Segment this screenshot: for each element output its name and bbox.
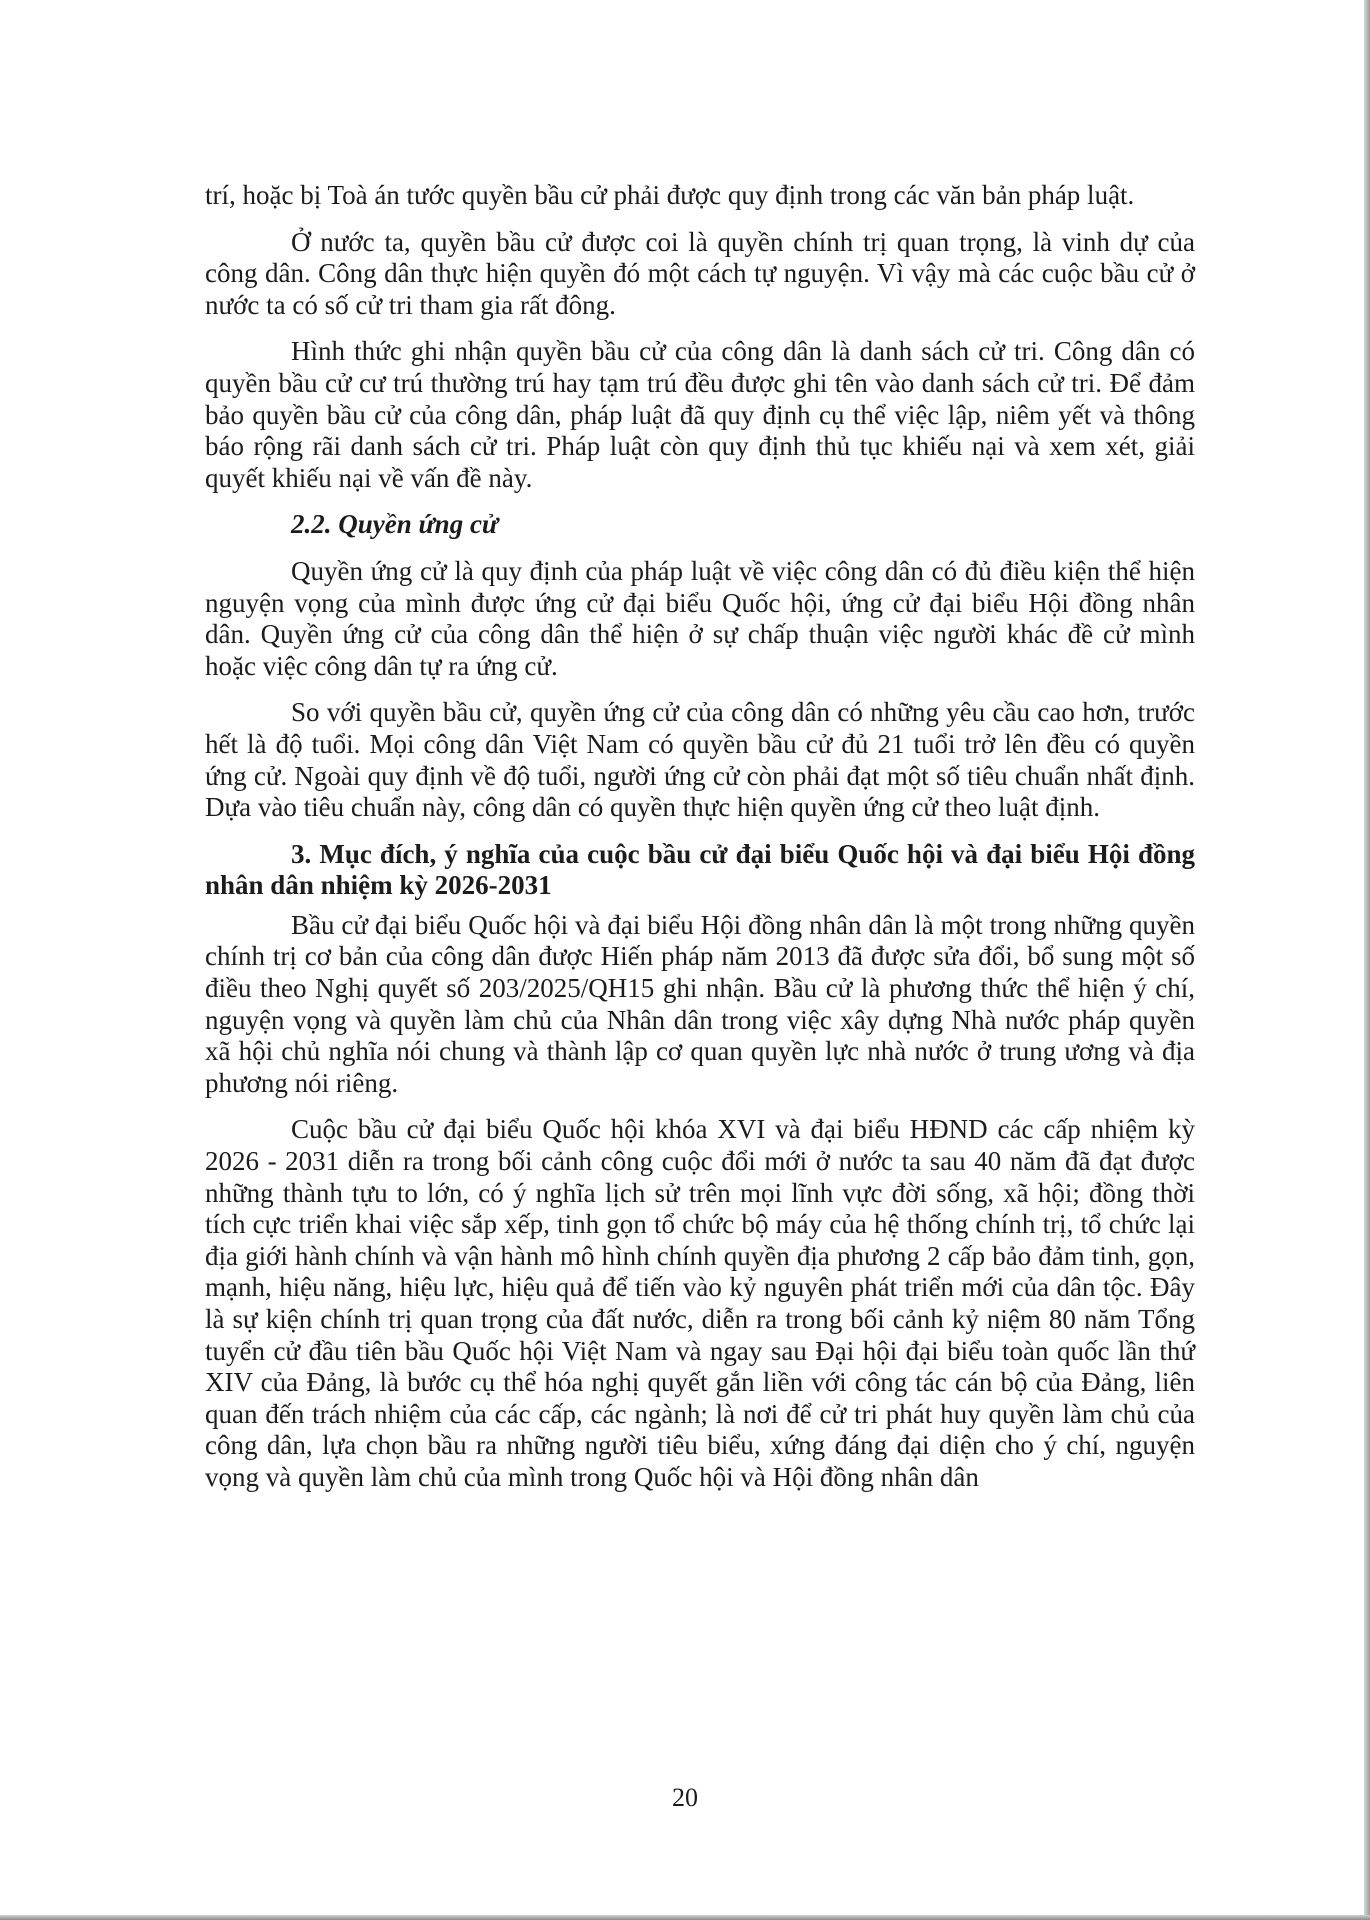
- section-heading-purpose: 3. Mục đích, ý nghĩa của cuộc bầu cử đại biểu Quốc hội và đại biểu Hội đồng nhân dân nhiệm kỳ 2026-2031: [205, 838, 1195, 901]
- paragraph-continuation: trí, hoặc bị Toà án tước quyền bầu cử phải được quy định trong các văn bản pháp luật.: [205, 180, 1135, 210]
- paragraph-election-context: Cuộc bầu cử đại biểu Quốc hội khóa XVI và đại biểu HĐND các cấp nhiệm kỳ 2026 - 2031 diễn ra trong bối cảnh công cuộc đổi mới ở nước ta sau 40 năm đã đạt được những thành tựu to lớn, có ý nghĩa lịch sử trên mọi lĩnh vực đời sống, xã hội; đồng thời tích cực triển khai việc sắp xếp, tinh gọn tổ chức bộ máy của hệ thống chính trị, tổ chức lại địa giới hành chính và vận hành mô hình chính quyền địa phương 2 cấp bảo đảm tinh, gọn, mạnh, hiệu năng, hiệu lực, hiệu quả để tiến vào kỷ nguyên phát triển mới của dân tộc. Đây là sự kiện chính trị quan trọng của đất nước, diễn ra trong bối cảnh kỷ niệm 80 năm Tổng tuyển cử đầu tiên bầu Quốc hội Việt Nam và ngay sau Đại hội đại biểu toàn quốc lần thứ XIV của Đảng, là bước cụ thể hóa nghị quyết gắn liền với công tác cán bộ của Đảng, liên quan đến trách nhiệm của các cấp, các ngành; là nơi để cử tri phát huy quyền làm chủ của công dân, lựa chọn bầu ra những người tiêu biểu, xứng đáng đại diện cho ý chí, nguyện vọng và quyền làm chủ của mình trong Quốc hội và Hội đồng nhân dân: [205, 1114, 1195, 1492]
- page-number: 20: [672, 1783, 698, 1812]
- page-body: [205, 180, 1195, 1509]
- paragraph-voter-list: Hình thức ghi nhận quyền bầu cử của công dân là danh sách cử tri. Công dân có quyền bầu cử cư trú thường trú hay tạm trú đều được ghi tên vào danh sách cử tri. Để đảm bảo quyền bầu cử của công dân, pháp luật đã quy định cụ thể việc lập, niêm yết và thông báo rộng rãi danh sách cử tri. Pháp luật còn quy định thủ tục khiếu nại và xem xét, giải quyết khiếu nại về vấn đề này.: [205, 336, 1195, 493]
- scan-edge-right: [1364, 0, 1370, 1920]
- paragraph-candidacy-requirements: So với quyền bầu cử, quyền ứng cử của công dân có những yêu cầu cao hơn, trước hết là độ tuổi. Mọi công dân Việt Nam có quyền bầu cử đủ 21 tuổi trở lên đều có quyền ứng cử. Ngoài quy định về độ tuổi, người ứng cử còn phải đạt một số tiêu chuẩn nhất định. Dựa vào tiêu chuẩn này, công dân có quyền thực hiện quyền ứng cử theo luật định.: [205, 697, 1195, 823]
- paragraph-election-rights: Bầu cử đại biểu Quốc hội và đại biểu Hội đồng nhân dân là một trong những quyền chính trị cơ bản của công dân được Hiến pháp năm 2013 đã được sửa đổi, bổ sung một số điều theo Nghị quyết số 203/2025/QH15 ghi nhận. Bầu cử là phương thức thể hiện ý chí, nguyện vọng và quyền làm chủ của Nhân dân trong việc xây dựng Nhà nước pháp quyền xã hội chủ nghĩa nói chung và thành lập cơ quan quyền lực nhà nước ở trung ương và địa phương nói riêng.: [205, 909, 1195, 1098]
- paragraph-voter-honor: Ở nước ta, quyền bầu cử được coi là quyền chính trị quan trọng, là vinh dự của công dân. Công dân thực hiện quyền đó một cách tự nguyện. Vì vậy mà các cuộc bầu cử ở nước ta có số cử tri tham gia rất đông.: [205, 226, 1195, 320]
- scan-edge-bottom: [0, 1915, 1370, 1920]
- subheading-right-to-stand: 2.2. Quyền ứng cử: [291, 509, 499, 540]
- paragraph-candidacy-definition: Quyền ứng cử là quy định của pháp luật về việc công dân có đủ điều kiện thể hiện nguyện vọng của mình được ứng cử đại biểu Quốc hội, ứng cử đại biểu Hội đồng nhân dân. Quyền ứng cử của công dân thể hiện ở sự chấp thuận việc người khác đề cử mình hoặc việc công dân tự ra ứng cử.: [205, 555, 1195, 681]
